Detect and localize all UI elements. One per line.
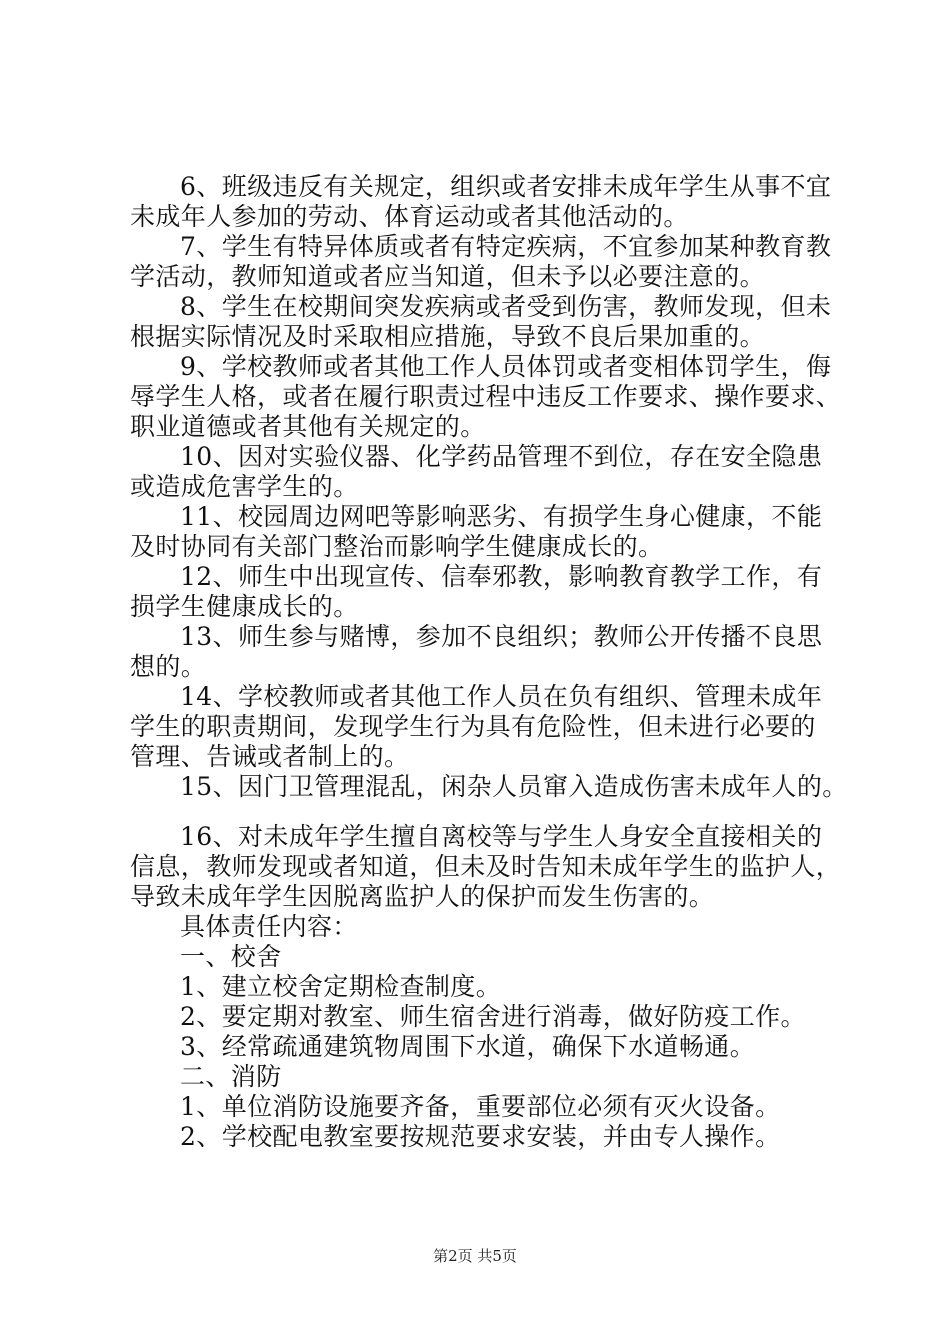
text-line: 想的。 <box>130 652 207 681</box>
text-line: 14、学校教师或者其他工作人员在负有组织、管理未成年 <box>180 682 823 711</box>
text-line: 7、学生有特异体质或者有特定疾病，不宜参加某种教育教 <box>180 232 832 261</box>
text-line: 15、因门卫管理混乱，闲杂人员窜入造成伤害未成年人的。 <box>180 772 848 801</box>
text-line: 2、学校配电教室要按规范要求安装，并由专人操作。 <box>180 1122 781 1151</box>
text-line: 3、经常疏通建筑物周围下水道，确保下水道畅通。 <box>180 1032 756 1061</box>
text-line: 8、学生在校期间突发疾病或者受到伤害，教师发现，但未 <box>180 292 832 321</box>
text-line: 损学生健康成长的。 <box>130 592 359 621</box>
text-line: 职业道德或者其他有关规定的。 <box>130 412 486 441</box>
text-line: 管理、告诫或者制上的。 <box>130 742 410 771</box>
text-line: 导致未成年学生因脱离监护人的保护而发生伤害的。 <box>130 882 715 911</box>
text-line: 信息，教师发现或者知道，但未及时告知未成年学生的监护人， <box>130 852 842 881</box>
text-line: 10、因对实验仪器、化学药品管理不到位，存在安全隐患 <box>180 442 823 471</box>
document-body <box>130 172 850 1152</box>
text-line: 13、师生参与赌博，参加不良组织；教师公开传播不良思 <box>180 622 823 651</box>
text-line: 未成年人参加的劳动、体育运动或者其他活动的。 <box>130 202 689 231</box>
text-line: 12、师生中出现宣传、信奉邪教，影响教育教学工作，有 <box>180 562 823 591</box>
text-line: 二、消防 <box>180 1062 282 1091</box>
text-line: 具体责任内容： <box>180 912 358 941</box>
text-line: 或造成危害学生的。 <box>130 472 359 501</box>
text-line: 学生的职责期间，发现学生行为具有危险性，但未进行必要的 <box>130 712 816 741</box>
page-footer: 第2页 共5页 <box>433 1247 517 1265</box>
text-line: 一、校舍 <box>180 942 282 971</box>
text-line: 1、建立校舍定期检查制度。 <box>180 972 502 1001</box>
text-line: 辱学生人格，或者在履行职责过程中违反工作要求、操作要求、 <box>130 382 842 411</box>
text-line: 1、单位消防设施要齐备，重要部位必须有灭火设备。 <box>180 1092 781 1121</box>
paragraph-gap <box>130 802 850 822</box>
text-line: 9、学校教师或者其他工作人员体罚或者变相体罚学生，侮 <box>180 352 832 381</box>
text-line: 根据实际情况及时采取相应措施，导致不良后果加重的。 <box>130 322 766 351</box>
text-line: 11、校园周边网吧等影响恶劣、有损学生身心健康，不能 <box>180 502 823 531</box>
text-line: 及时协同有关部门整治而影响学生健康成长的。 <box>130 532 664 561</box>
text-line: 2、要定期对教室、师生宿舍进行消毒，做好防疫工作。 <box>180 1002 806 1031</box>
text-line: 16、对未成年学生擅自离校等与学生人身安全直接相关的 <box>180 822 823 851</box>
text-line: 学活动，教师知道或者应当知道，但未予以必要注意的。 <box>130 262 766 291</box>
text-line: 6、班级违反有关规定，组织或者安排未成年学生从事不宜 <box>180 172 832 201</box>
